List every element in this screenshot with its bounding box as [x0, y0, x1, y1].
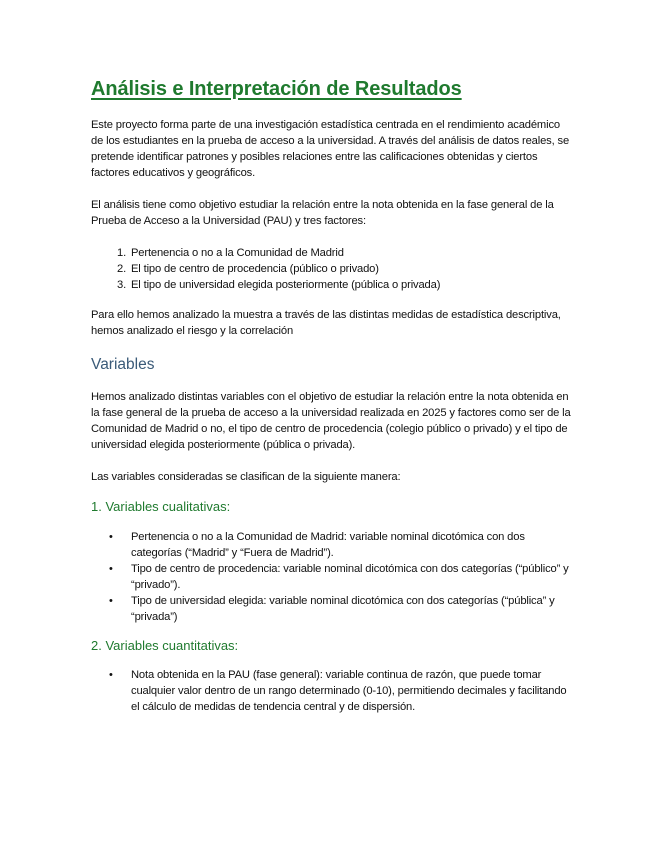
intro-paragraph: Este proyecto forma parte de una investigación estadística centrada en el rendimiento académico de los estudiantes en la prueba de acceso a la universidad. A través del análisis de datos reales, se pretende identificar patrones y posibles relaciones entre las calificaciones obtenidas y ciertos factores educativos y geográficos. — [91, 119, 570, 179]
list-item: 1. Pertenencia o no a la Comunidad de Madrid — [129, 245, 571, 261]
document-content — [91, 76, 571, 715]
page-title: Análisis e Interpretación de Resultados — [91, 78, 462, 100]
qualitative-heading: 1. Variables cualitativas: — [91, 499, 231, 514]
objective-paragraph: El análisis tiene como objetivo estudiar la relación entre la nota obtenida en la fase general de la Prueba de Acceso a la Universidad (PAU) y tres factores: — [91, 199, 554, 227]
list-item: • Pertenencia o no a la Comunidad de Madrid: variable nominal dicotómica con dos categorías (“Madrid” y “Fuera de Madrid”). — [129, 529, 571, 561]
method-paragraph: Para ello hemos analizado la muestra a través de las distintas medidas de estadística descriptiva, hemos analizado el riesgo y la correlación — [91, 309, 561, 337]
variables-heading: Variables — [91, 356, 155, 373]
quantitative-heading: 2. Variables cuantitativas: — [91, 638, 239, 653]
classification-paragraph: Las variables consideradas se clasifican de la siguiente manera: — [91, 471, 401, 483]
list-item: • Nota obtenida en la PAU (fase general): variable continua de razón, que puede tomar cualquier valor dentro de un rango determinado (0-10), permitiendo decimales y facilitando el cálculo de medidas de tendencia central y de dispersión. — [129, 667, 571, 715]
qualitative-list — [91, 529, 571, 625]
list-item: • Tipo de centro de procedencia: variable nominal dicotómica con dos categorías (“público” y “privado”). — [129, 561, 571, 593]
list-item: 3. El tipo de universidad elegida posteriormente (pública o privada) — [129, 277, 571, 293]
list-item: 2. El tipo de centro de procedencia (público o privado) — [129, 261, 571, 277]
quantitative-list — [91, 667, 571, 715]
list-item: • Tipo de universidad elegida: variable nominal dicotómica con dos categorías (“pública” y “privada”) — [129, 593, 571, 625]
variables-paragraph: Hemos analizado distintas variables con el objetivo de estudiar la relación entre la nota obtenida en la fase general de la prueba de acceso a la universidad realizada en 2025 y factores como ser de la Comunidad de Madrid o no, el tipo de centro de procedencia (colegio público o privado) y el tipo de universidad elegida posteriormente (pública o privada). — [91, 391, 571, 451]
factors-list — [91, 245, 571, 293]
